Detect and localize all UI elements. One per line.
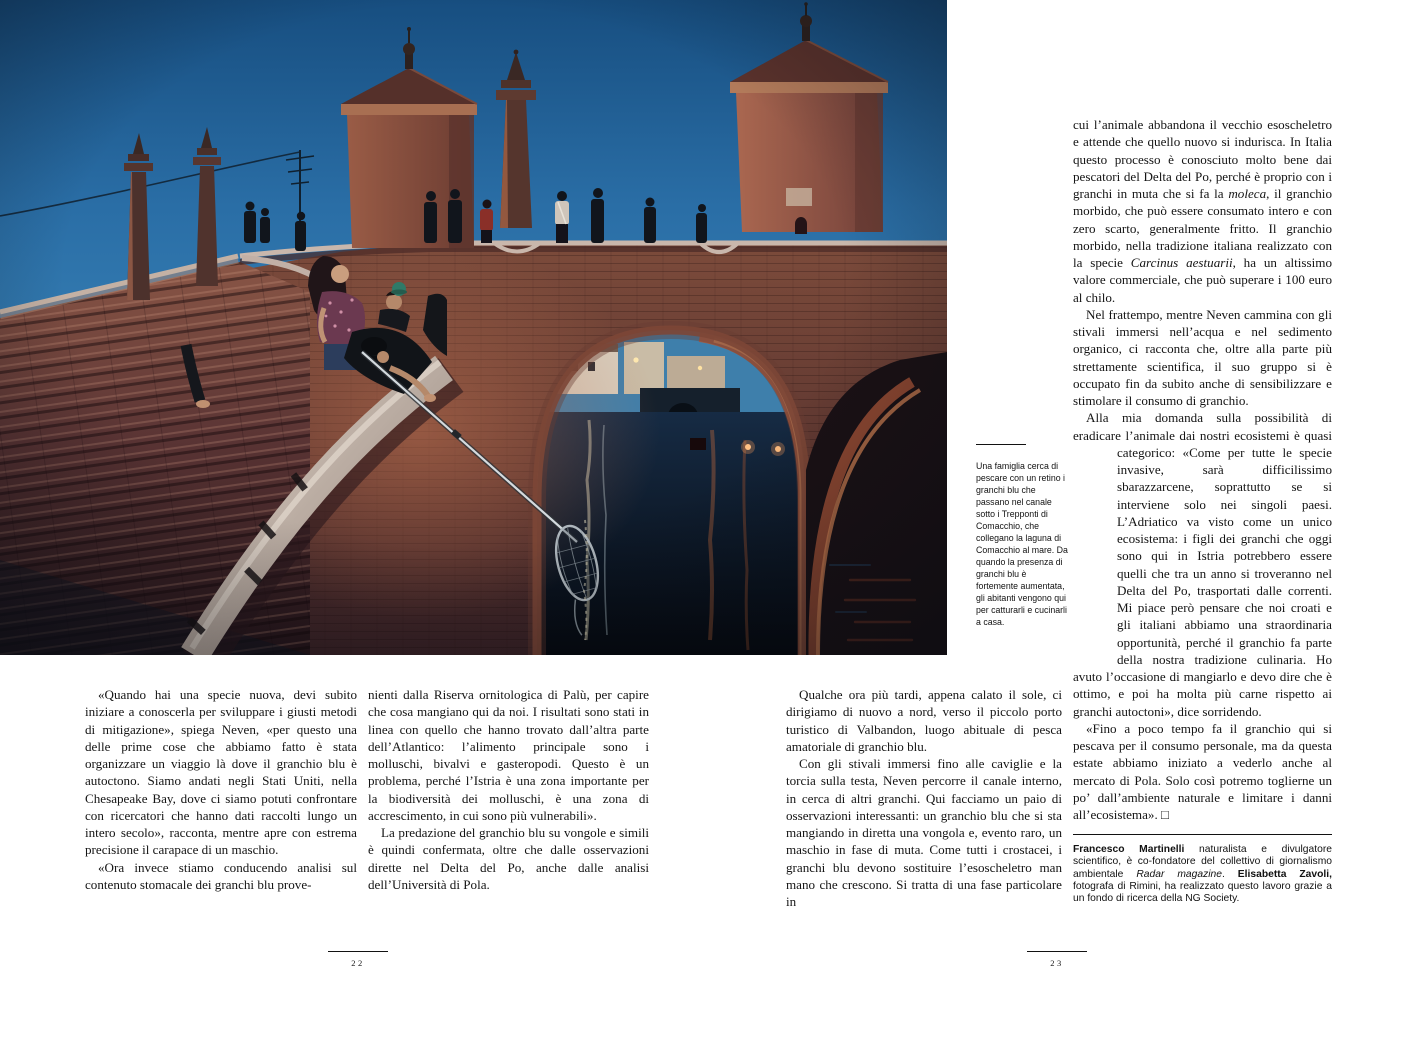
paragraph: Con gli stivali immersi fino alle caviglie e la torcia sulla testa, Neven percorre il canale interno, in cerca di altri granchi. Qui facciamo un paio di osservazioni interessanti: un granchio blu che si sta mangiando in diretta una vongola e, evento raro, un maschio in fase di muta. Come tutti i crostacei, i granchi blu devono sostituire l’esoscheletro man mano che crescono. Si tratta di una fase particolare in bbox=[786, 756, 1062, 909]
paragraph: Nel frattempo, mentre Neven cammina con gli stivali immersi nell’acqua e nel sedimento organico, ci racconta che, oltre alla parte più strettamente scientifica, il suo gruppo si è occupato fin da subito anche di sensibilizzare e stimolare il consumo di granchio. bbox=[1073, 306, 1332, 408]
paragraph: «Quando hai una specie nuova, devi subito iniziare a conoscerla per sviluppare i giusti metodi di mitigazione», spiega Neven, «per questo una delle prime cose che abbiamo fatto è stata organizzare un viaggio là dove il granchio blu è autoctono. Siamo andati negli Stati Uniti, nella Chesapeake Bay, dove ci siamo potuti confrontare con ricercatori che hanno dati raccolti lungo un intero secolo», racconta, mentre apre con estrema precisione il carapace di un maschio. bbox=[85, 687, 357, 858]
paragraph: La predazione del granchio blu su vongole e simili è quindi confermata, oltre che dalle osservazioni dirette nel Delta del Po, anche dalle analisi dell’Università di Pola. bbox=[368, 825, 649, 892]
text-column-2 bbox=[368, 686, 649, 893]
paragraph: «Ora invece stiamo conducendo analisi sul contenuto stomacale dei granchi blu prove- bbox=[85, 859, 357, 892]
text-column-3 bbox=[786, 686, 1062, 910]
paragraph: nienti dalla Riserva ornitologica di Palù, per capire che cosa mangiano qui da noi. I risultati sono stati in linea con quello che hanno trovato dall’altra parte dell’Atlantico: l’alimento principale sono i molluschi, bivalvi e gasteropodi. Questo è un problema, perché l’Istria è una zona importante per la biodiversità dei molluschi, è una zona di accrescimento, in cui sono più vulnerabili». bbox=[368, 687, 649, 823]
photo-illustration bbox=[0, 0, 947, 655]
photo-trepponti-bridge bbox=[0, 0, 947, 655]
main-article-column bbox=[1073, 116, 1332, 823]
paragraph: «Fino a poco tempo fa il granchio qui si pescava per il consumo personale, ma da questa estate abbiamo iniziato a vederlo anche al mercato di Pola. Solo così potremo toglierne un po’ dall’ambiente naturale e limitare i danni all’ecosistema». □ bbox=[1073, 720, 1332, 822]
contributors-bio: Francesco Martinelli naturalista e divulgatore scientifico, è co-fondatore del collettivo di giornalismo ambientale Radar magazine. Elisabetta Zavoli, fotografa di Rimini, ha realizzato questo lavoro grazie a un fondo di ricerca della NG Society. bbox=[1073, 834, 1332, 905]
vignette bbox=[0, 0, 947, 655]
page-number-22: 22 bbox=[328, 951, 388, 968]
paragraph: Alla mia domanda sulla possibilità di eradicare l’animale dai nostri ecosistemi è quasi categorico: «Come per tutte le specie invasive, sarà difficilissimo sbarazzarcene, soprattutto se si interviene solo nei singoli paesi. L’Adriatico va visto come un unico ecosistema: i figli dei granchi che oggi sono qui in Istria potrebbero essere quelli che tra un anno si troveranno nel Delta del Po, trasportati dalle correnti. Mi piace però pensare che noi croati e gli italiani abbiamo una straordinaria opportunità, perché il granchio fa parte della nostra tradizione culinaria. Ho avuto l’occasione di mangiarlo e devo dire che è ottimo, e poi ha molta più carne rispetto ai granchi autoctoni», dice sorridendo. bbox=[1073, 410, 1332, 719]
text-column-1 bbox=[85, 686, 357, 893]
photo-caption bbox=[976, 444, 1069, 628]
page-number-23: 23 bbox=[1027, 951, 1087, 968]
caption-rule bbox=[976, 444, 1026, 445]
caption-text: Una famiglia cerca di pescare con un retino i granchi blu che passano nel canale sotto i Trepponti di Comacchio, che collegano la laguna di Comacchio al mare. Da quando la presenza di granchi blu è fortemente aumentata, gli abitanti vengono qui per catturarli e cucinarli a casa. bbox=[976, 461, 1068, 627]
layout-cutout bbox=[1073, 444, 1117, 652]
paragraph: Qualche ora più tardi, appena calato il sole, ci dirigiamo di nuovo a nord, verso il piccolo porto turistico di Valbandon, luogo abituale di pesca amatoriale di granchio blu. bbox=[786, 687, 1062, 754]
paragraph: cui l’animale abbandona il vecchio esoscheletro e attende che quello nuovo si indurisca. In Italia questo processo è conosciuto molto bene dai pescatori del Delta del Po, perché è proprio con i granchi in muta che si fa la moleca, il granchio morbido, che può essere consumato intero e con zero scarto, generalmente fritto. Il granchio morbido, nella tradizione italiana realizzato con la specie Carcinus aestuarii, ha un altissimo valore commerciale, che può superare i 100 euro al chilo. bbox=[1073, 117, 1332, 305]
